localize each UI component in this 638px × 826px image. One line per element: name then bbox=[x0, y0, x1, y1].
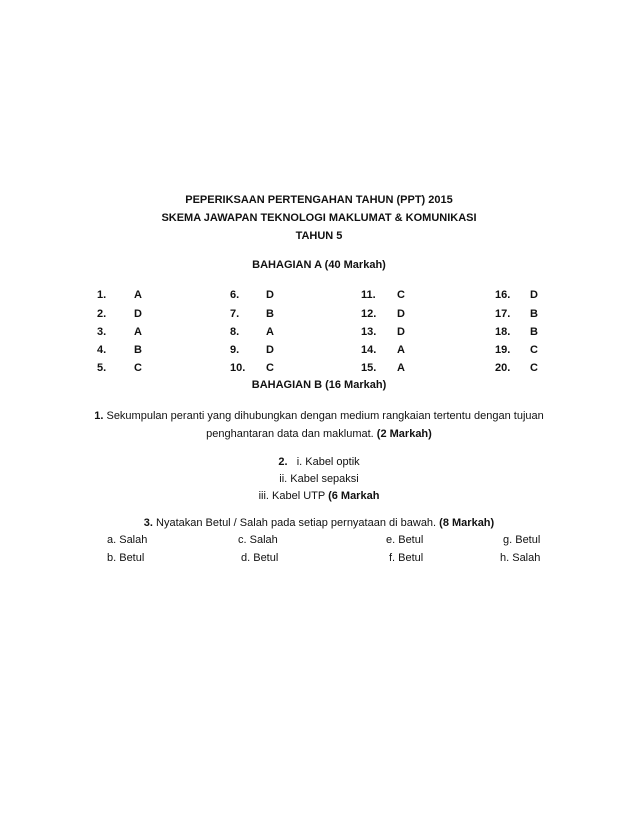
q2-item3: iii. Kabel UTP bbox=[258, 490, 329, 502]
question-number: 7. bbox=[230, 308, 240, 320]
q3-answer-a: a. Salah bbox=[107, 534, 148, 546]
answer-letter: C bbox=[530, 362, 538, 374]
question-number: 8. bbox=[230, 326, 240, 338]
question-number: 16. bbox=[495, 289, 511, 301]
answer-letter: A bbox=[397, 362, 405, 374]
answer-letter: D bbox=[266, 344, 274, 356]
q3-answer-e: e. Betul bbox=[386, 534, 424, 546]
question-number: 1. bbox=[97, 289, 107, 301]
q3-answer-h: h. Salah bbox=[500, 552, 541, 564]
question-number: 9. bbox=[230, 344, 240, 356]
answer-letter: A bbox=[134, 326, 142, 338]
answer-letter: A bbox=[134, 289, 142, 301]
q3-answer-c: c. Salah bbox=[238, 534, 278, 546]
q1-text-line2: penghantaran data dan maklumat. bbox=[206, 428, 377, 440]
q1-line2 bbox=[0, 427, 638, 441]
answer-letter: C bbox=[266, 362, 274, 374]
q3-line bbox=[0, 516, 638, 530]
q3-answer-b: b. Betul bbox=[107, 552, 145, 564]
q2-number: 2. bbox=[278, 456, 288, 468]
year-title: TAHUN 5 bbox=[295, 230, 343, 242]
q1-number: 1. bbox=[94, 410, 104, 422]
scheme-title: SKEMA JAWAPAN TEKNOLOGI MAKLUMAT & KOMUNIKASI bbox=[161, 212, 477, 224]
q1-line1 bbox=[0, 409, 638, 423]
q1-marks: (2 Markah) bbox=[376, 428, 432, 440]
q3-text: Nyatakan Betul / Salah pada setiap pernyataan di bawah. bbox=[152, 517, 440, 529]
answer-letter: D bbox=[134, 308, 142, 320]
answer-letter: D bbox=[397, 308, 405, 320]
question-number: 15. bbox=[361, 362, 377, 374]
q3-answer-f: f. Betul bbox=[389, 552, 424, 564]
q3-answer-d: d. Betul bbox=[241, 552, 279, 564]
part-a-heading: BAHAGIAN A (40 Markah) bbox=[252, 259, 386, 271]
q2-item1: i. Kabel optik bbox=[296, 456, 360, 468]
answer-letter: A bbox=[397, 344, 405, 356]
question-number: 11. bbox=[361, 289, 376, 301]
exam-title: PEPERIKSAAN PERTENGAHAN TAHUN (PPT) 2015 bbox=[185, 194, 453, 206]
question-number: 10. bbox=[230, 362, 246, 374]
answer-letter: B bbox=[530, 308, 538, 320]
q3-number: 3. bbox=[143, 517, 153, 529]
q2-marks: (6 Markah bbox=[328, 490, 380, 502]
q3-marks: (8 Markah) bbox=[439, 517, 495, 529]
answer-letter: A bbox=[266, 326, 274, 338]
q1-text-line1: Sekumpulan peranti yang dihubungkan dengan medium rangkaian tertentu dengan tujuan bbox=[103, 410, 544, 422]
answer-letter: D bbox=[397, 326, 405, 338]
answer-letter: C bbox=[397, 289, 405, 301]
q3-answer-g: g. Betul bbox=[503, 534, 541, 546]
question-number: 12. bbox=[361, 308, 377, 320]
question-number: 20. bbox=[495, 362, 511, 374]
question-number: 18. bbox=[495, 326, 511, 338]
answer-letter: D bbox=[530, 289, 538, 301]
question-number: 4. bbox=[97, 344, 107, 356]
question-number: 2. bbox=[97, 308, 107, 320]
q2-item3-line bbox=[0, 489, 638, 503]
answer-letter: B bbox=[530, 326, 538, 338]
answer-letter: B bbox=[266, 308, 274, 320]
q2-item1-line bbox=[0, 455, 638, 469]
answer-letter: D bbox=[266, 289, 274, 301]
part-b-heading: BAHAGIAN B (16 Markah) bbox=[251, 379, 387, 391]
question-number: 6. bbox=[230, 289, 240, 301]
answer-letter: C bbox=[530, 344, 538, 356]
answer-letter: B bbox=[134, 344, 142, 356]
question-number: 17. bbox=[495, 308, 511, 320]
question-number: 3. bbox=[97, 326, 107, 338]
question-number: 14. bbox=[361, 344, 377, 356]
question-number: 13. bbox=[361, 326, 377, 338]
question-number: 19. bbox=[495, 344, 511, 356]
question-number: 5. bbox=[97, 362, 107, 374]
answer-letter: C bbox=[134, 362, 142, 374]
q2-item2: ii. Kabel sepaksi bbox=[279, 473, 359, 485]
